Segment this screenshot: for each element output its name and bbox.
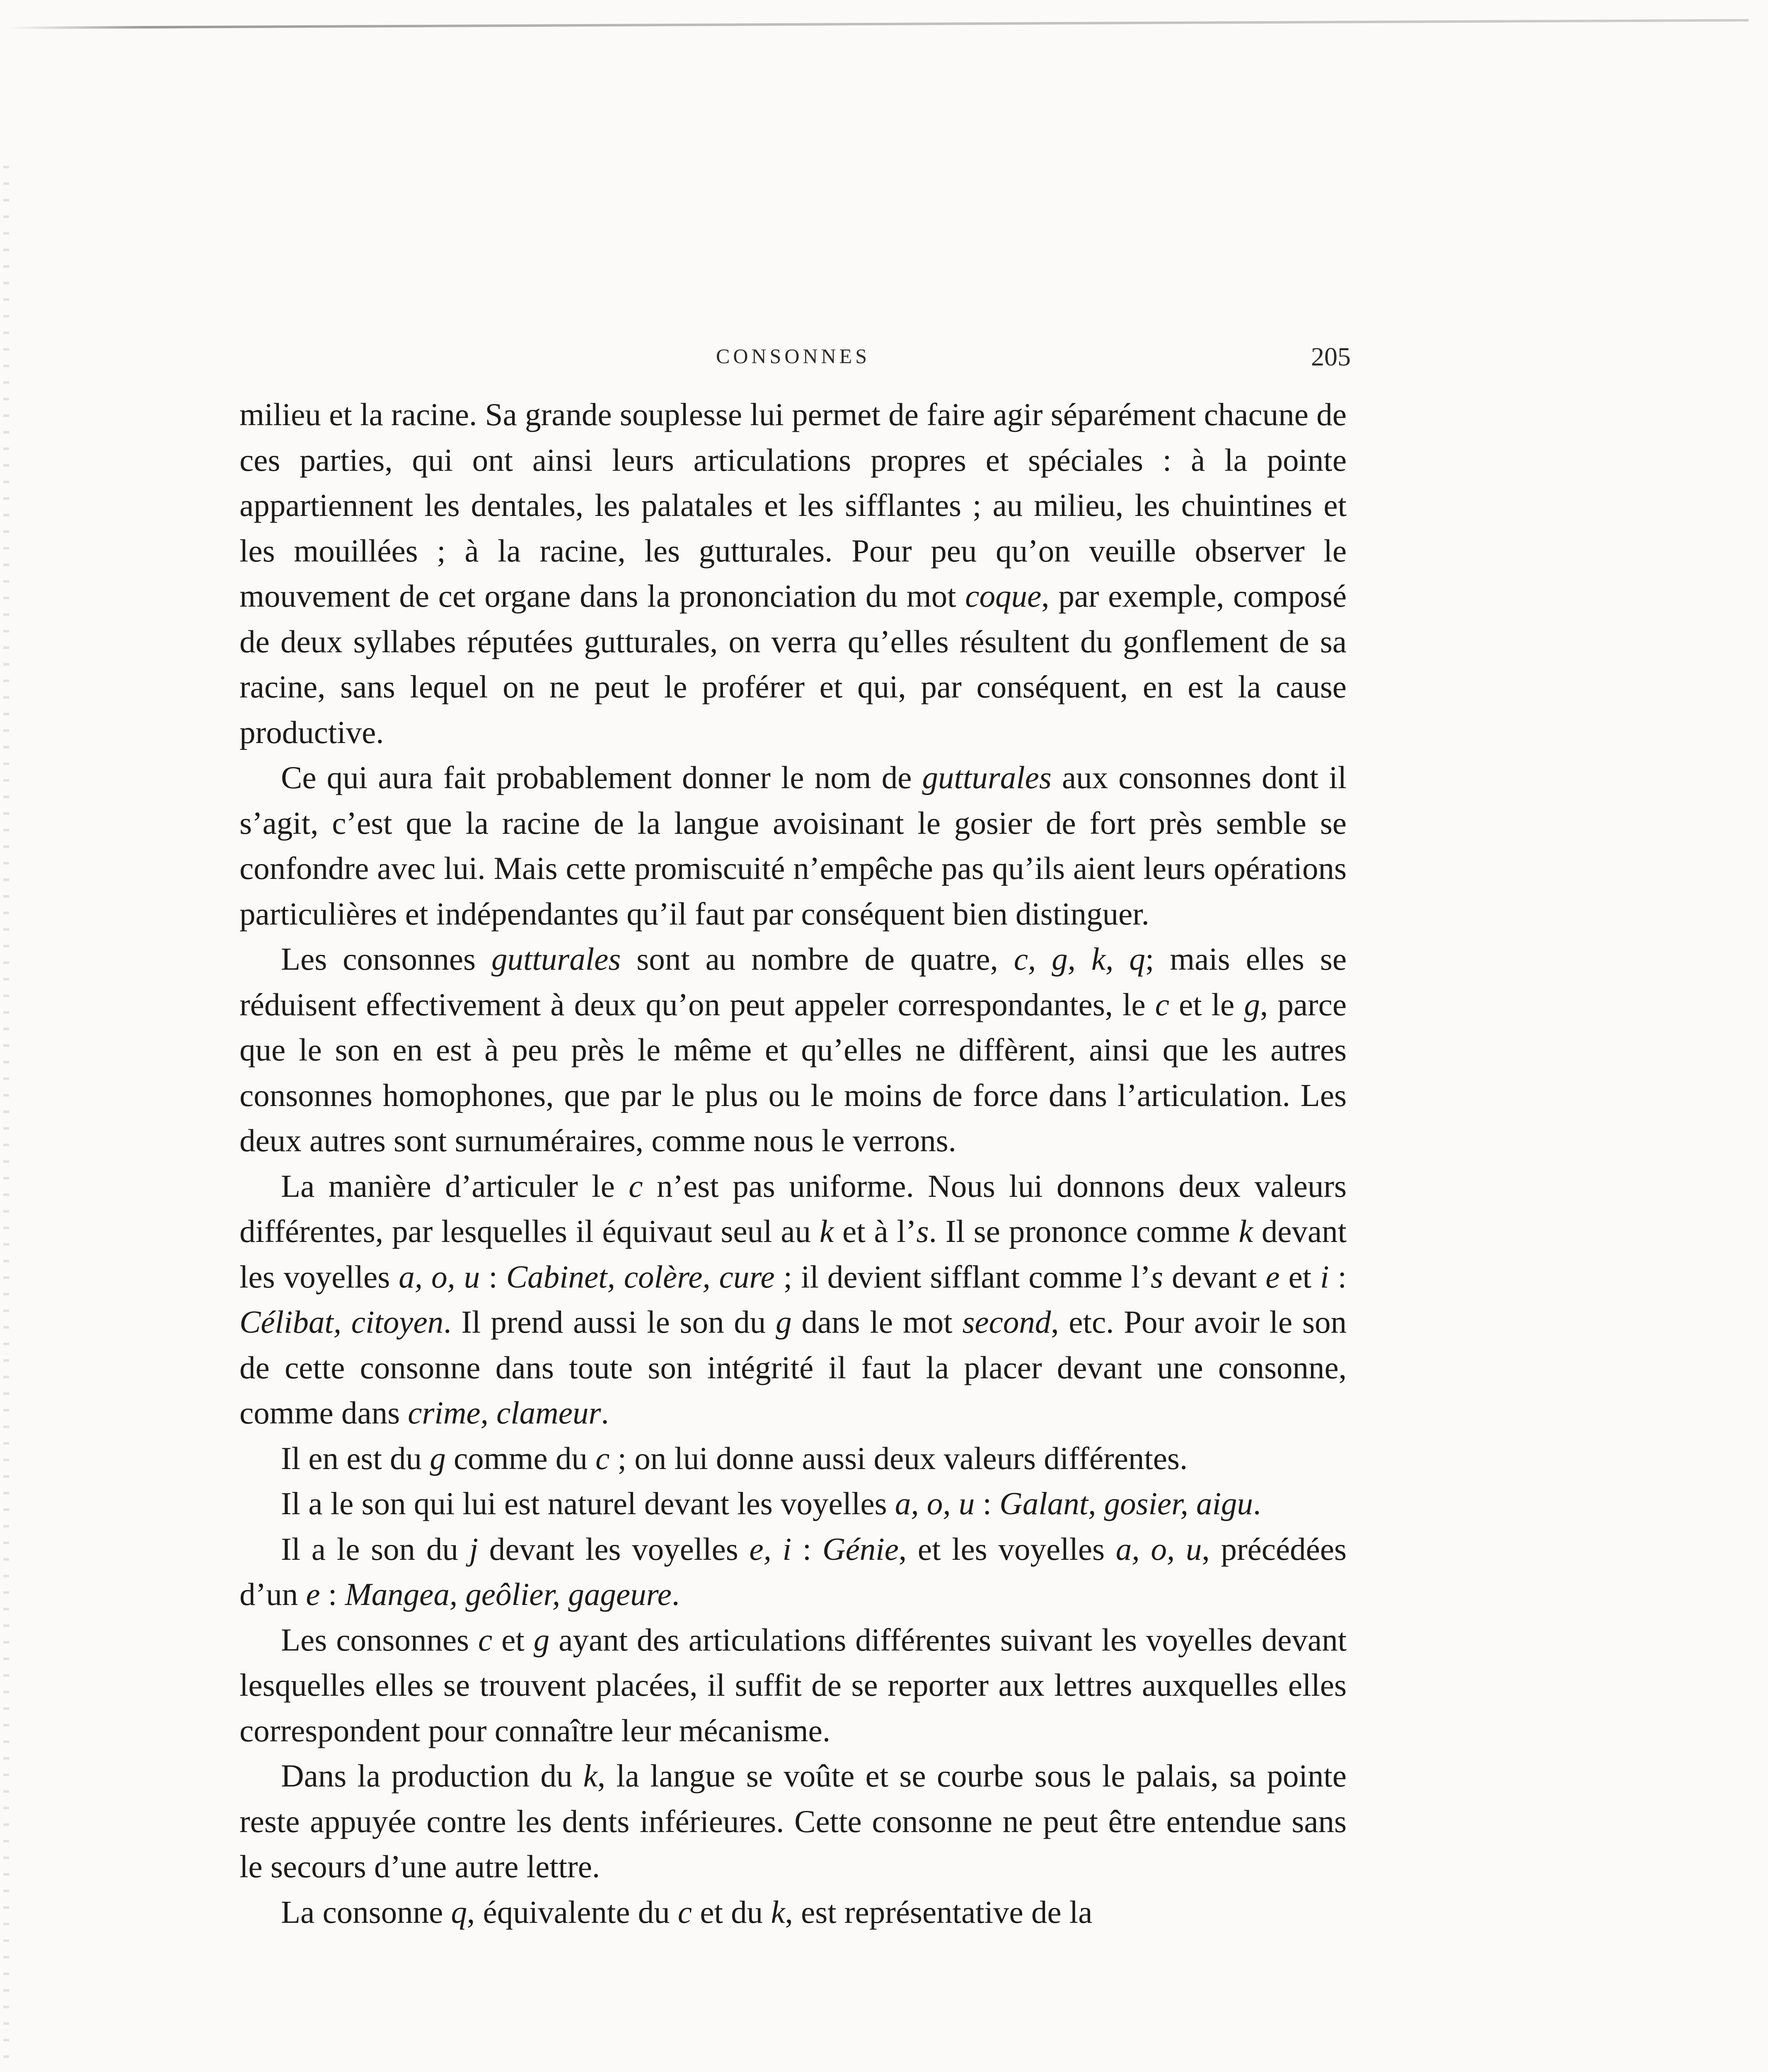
italic-text-run: c (629, 1168, 643, 1204)
body-text (239, 392, 1347, 1935)
italic-text-run: Célibat, citoyen (239, 1304, 444, 1340)
italic-text-run: e, i (749, 1531, 792, 1567)
text-run: Dans la production du (281, 1758, 583, 1794)
text-run: : (791, 1531, 823, 1567)
text-run: Il a le son qui lui est naturel devant les voyelles (281, 1486, 895, 1521)
italic-text-run: second (962, 1304, 1051, 1340)
text-run: devant les voyelles (239, 1213, 1347, 1295)
paragraph (239, 1890, 1347, 1935)
text-run: Il a le son du (281, 1531, 469, 1567)
text-run: La consonne (281, 1894, 451, 1930)
paragraph (239, 937, 1347, 1164)
text-run: et (492, 1622, 534, 1658)
italic-text-run: a, o, u (399, 1259, 480, 1295)
running-head (239, 342, 1351, 377)
italic-text-run: e (306, 1576, 320, 1612)
text-run: , la langue se voûte et se courbe sous le palais, sa pointe reste appuyée contre les dents inférieures. Cette consonne ne peut être entendue sans le secours d’une autre lettre. (239, 1758, 1347, 1884)
italic-text-run: gutturales (922, 760, 1052, 795)
text-run: , équivalente du (467, 1894, 678, 1930)
italic-text-run: k (819, 1213, 834, 1249)
text-run: ; il devient sifflant comme l’ (774, 1259, 1151, 1295)
italic-text-run: s (916, 1213, 929, 1249)
text-run: ; mais elles se réduisent effectivement à deux qu’on peut appeler correspondantes, le (239, 941, 1347, 1022)
text-run: ; on lui donne aussi deux valeurs différentes. (609, 1440, 1188, 1476)
text-run: : (1329, 1259, 1347, 1295)
italic-text-run: q (451, 1894, 467, 1930)
italic-text-run: coque (965, 578, 1042, 614)
text-run: n’est pas uniforme. Nous lui donnons deux valeurs différentes, par lesquelles il équivaut seul au (239, 1168, 1347, 1249)
paragraph (239, 1753, 1347, 1890)
text-run: devant les voyelles (478, 1531, 750, 1567)
italic-text-run: c (595, 1440, 610, 1476)
scan-edge-line (8, 19, 1749, 29)
text-run: , par exemple, composé de deux syllabes réputées gutturales, on verra qu’elles résultent du gonflement de sa racine, sans lequel on ne peut le proférer et qui, par conséquent, en est la cause productive. (239, 578, 1347, 750)
text-run: . Il se prononce comme (929, 1213, 1239, 1249)
text-run: Les consonnes (281, 1622, 478, 1658)
text-run: : (480, 1259, 506, 1295)
scan-binding-shadow (3, 166, 9, 2072)
text-run: : (320, 1576, 345, 1612)
paragraph (239, 755, 1347, 937)
paragraph (239, 392, 1347, 755)
italic-text-run: Génie (822, 1531, 899, 1567)
text-run: Il en est du (281, 1440, 430, 1476)
running-title: CONSONNES (716, 344, 871, 368)
italic-text-run: c (677, 1894, 692, 1930)
text-run: devant (1163, 1259, 1266, 1295)
text-run: ayant des articulations différentes suivant les voyelles devant lesquelles elles se trouvent placées, il suffit de se reporter aux lettres auxquelles elles correspondent pour connaître leur mécanisme. (239, 1622, 1347, 1748)
text-run: , est représentative de la (785, 1894, 1093, 1930)
italic-text-run: crime, clameur (408, 1395, 601, 1431)
text-run: comme du (445, 1440, 596, 1476)
text-run: dans le mot (791, 1304, 963, 1340)
text-run: milieu et la racine. Sa grande souplesse lui permet de faire agir séparément chacune de ces parties, qui ont ainsi leurs articulations propres et spéciales : à la pointe appartiennent les dentales, les palatales et les sifflantes ; au milieu, les chuintines et les mouillées ; à la racine, les gutturales. Pour peu qu’on veuille observer le mouvement de cet organe dans la prononciation du mot (239, 397, 1347, 614)
italic-text-run: g (776, 1304, 792, 1340)
text-run: , précédées d’un (239, 1531, 1347, 1612)
text-run: et du (692, 1894, 771, 1930)
text-run: . (601, 1395, 609, 1431)
text-run: sont au nombre de quatre, (621, 941, 1014, 977)
paragraph (239, 1617, 1347, 1754)
italic-text-run: i (1320, 1259, 1329, 1295)
text-run: La manière d’articuler le (281, 1168, 629, 1204)
italic-text-run: c (1155, 986, 1169, 1022)
italic-text-run: s (1151, 1259, 1163, 1295)
paragraph (239, 1164, 1347, 1436)
italic-text-run: Mangea, geôlier, gageure (345, 1576, 672, 1612)
text-run: , parce que le son en est à peu près le même et qu’elles ne diffèrent, ainsi que les autres consonnes homophones, que par le plus ou le moins de force dans l’articulation. Les deux autres sont surnuméraires, comme nous le verrons. (239, 986, 1347, 1158)
text-run: . (671, 1576, 680, 1612)
italic-text-run: g (533, 1622, 550, 1658)
italic-text-run: g (1244, 986, 1260, 1022)
italic-text-run: a, o, u (1115, 1531, 1202, 1567)
text-run: Les consonnes (281, 941, 491, 977)
italic-text-run: k (771, 1894, 785, 1930)
italic-text-run: gutturales (491, 941, 621, 977)
italic-text-run: Galant, gosier, aigu (999, 1486, 1253, 1521)
text-run: . Il prend aussi le son du (443, 1304, 776, 1340)
text-run: et (1279, 1259, 1321, 1295)
paragraph (239, 1481, 1347, 1527)
italic-text-run: c, g, k, q (1013, 941, 1145, 977)
text-run: : (975, 1486, 1000, 1521)
italic-text-run: k (583, 1758, 597, 1794)
text-run: et à l’ (834, 1213, 917, 1249)
italic-text-run: e (1265, 1259, 1280, 1295)
italic-text-run: j (469, 1531, 479, 1567)
paragraph (239, 1527, 1347, 1617)
italic-text-run: Cabinet, colère, cure (506, 1259, 775, 1295)
text-run: Ce qui aura fait probablement donner le nom de (281, 760, 922, 795)
italic-text-run: g (430, 1440, 446, 1476)
text-run: , etc. Pour avoir le son de cette consonne dans toute son intégrité il faut la placer devant une consonne, comme dans (239, 1304, 1347, 1431)
text-run: aux consonnes dont il s’agit, c’est que la racine de la langue avoisinant le gosier de fort près semble se confondre avec lui. Mais cette promiscuité n’empêche pas qu’ils aient leurs opérations particulières et indépendantes qu’il faut par conséquent bien distinguer. (239, 760, 1347, 932)
text-run: . (1253, 1486, 1261, 1521)
italic-text-run: k (1238, 1213, 1253, 1249)
book-page (239, 342, 1351, 1935)
text-run: et le (1169, 986, 1244, 1022)
italic-text-run: a, o, u (895, 1486, 975, 1521)
text-run: , et les voyelles (898, 1531, 1116, 1567)
italic-text-run: c (478, 1622, 493, 1658)
paragraph (239, 1436, 1347, 1481)
page-number: 205 (1311, 342, 1351, 371)
